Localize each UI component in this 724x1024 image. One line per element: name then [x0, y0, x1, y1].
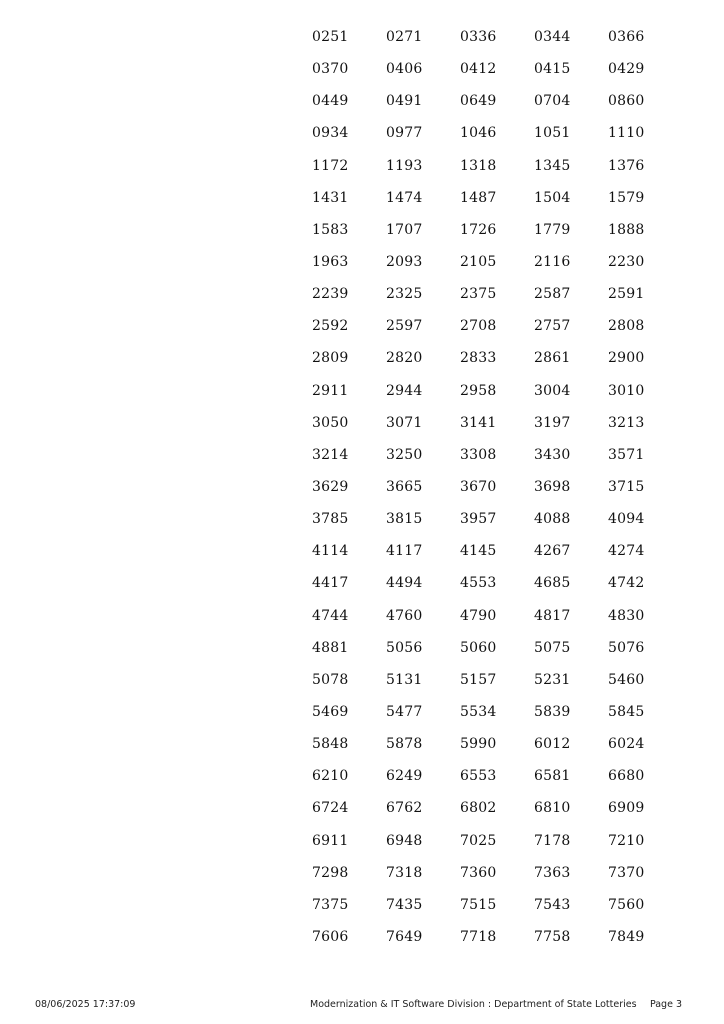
number-cell: 3957 [460, 511, 497, 528]
number-cell: 5848 [312, 736, 349, 753]
number-cell: 3430 [534, 446, 571, 463]
number-cell: 4088 [534, 511, 571, 528]
number-row [312, 90, 682, 122]
number-cell: 1051 [534, 125, 571, 142]
number-row [312, 26, 682, 58]
number-cell: 4094 [608, 511, 645, 528]
number-cell: 6024 [608, 736, 645, 753]
number-cell: 2944 [386, 382, 423, 399]
number-cell: 7363 [534, 864, 571, 881]
number-cell: 6909 [608, 800, 645, 817]
number-cell: 2587 [534, 286, 571, 303]
number-cell: 3071 [386, 414, 423, 431]
number-cell: 4744 [312, 607, 349, 624]
number-cell: 3213 [608, 414, 645, 431]
number-cell: 7360 [460, 864, 497, 881]
number-row [312, 797, 682, 829]
number-row [312, 187, 682, 219]
number-cell: 2239 [312, 286, 349, 303]
number-row [312, 765, 682, 797]
number-cell: 4494 [386, 575, 423, 592]
number-cell: 1888 [608, 221, 645, 238]
number-cell: 4117 [386, 543, 423, 560]
number-cell: 7849 [608, 928, 645, 945]
number-cell: 3698 [534, 478, 571, 495]
number-cell: 0860 [608, 93, 645, 110]
number-cell: 3785 [312, 511, 349, 528]
number-cell: 3197 [534, 414, 571, 431]
number-row [312, 926, 682, 958]
number-cell: 0412 [460, 61, 497, 78]
number-cell: 7718 [460, 928, 497, 945]
number-cell: 5878 [386, 736, 423, 753]
number-row [312, 155, 682, 187]
number-cell: 3629 [312, 478, 349, 495]
number-cell: 2861 [534, 350, 571, 367]
number-cell: 0934 [312, 125, 349, 142]
number-cell: 0704 [534, 93, 571, 110]
number-row [312, 219, 682, 251]
number-row [312, 605, 682, 637]
number-row [312, 58, 682, 90]
number-cell: 5839 [534, 703, 571, 720]
number-row [312, 347, 682, 379]
number-cell: 1963 [312, 253, 349, 270]
number-cell: 1707 [386, 221, 423, 238]
number-cell: 2833 [460, 350, 497, 367]
number-cell: 0415 [534, 61, 571, 78]
number-cell: 7543 [534, 896, 571, 913]
number-cell: 0344 [534, 29, 571, 45]
number-cell: 6553 [460, 768, 497, 785]
number-cell: 7298 [312, 864, 349, 881]
number-cell: 6581 [534, 768, 571, 785]
number-cell: 1583 [312, 221, 349, 238]
number-cell: 3815 [386, 511, 423, 528]
number-row [312, 444, 682, 476]
number-cell: 5231 [534, 671, 571, 688]
number-row [312, 122, 682, 154]
number-cell: 7758 [534, 928, 571, 945]
number-row [312, 315, 682, 347]
number-cell: 3050 [312, 414, 349, 431]
number-cell: 6724 [312, 800, 349, 817]
number-row [312, 572, 682, 604]
number-cell: 4417 [312, 575, 349, 592]
number-cell: 0977 [386, 125, 423, 142]
number-cell: 3250 [386, 446, 423, 463]
number-cell: 4114 [312, 543, 349, 560]
number-cell: 3141 [460, 414, 497, 431]
number-cell: 4790 [460, 607, 497, 624]
number-cell: 7515 [460, 896, 497, 913]
number-cell: 4685 [534, 575, 571, 592]
number-cell: 3214 [312, 446, 349, 463]
number-cell: 0406 [386, 61, 423, 78]
number-cell: 5075 [534, 639, 571, 656]
number-cell: 0366 [608, 29, 645, 45]
number-cell: 2708 [460, 318, 497, 335]
number-cell: 7370 [608, 864, 645, 881]
number-row [312, 380, 682, 412]
number-cell: 7435 [386, 896, 423, 913]
number-cell: 3308 [460, 446, 497, 463]
number-cell: 2597 [386, 318, 423, 335]
number-cell: 1318 [460, 157, 497, 174]
number-row [312, 637, 682, 669]
number-cell: 6249 [386, 768, 423, 785]
number-cell: 1779 [534, 221, 571, 238]
footer-page-number: Page 3 [649, 999, 682, 1010]
number-row [312, 862, 682, 894]
number-cell: 2757 [534, 318, 571, 335]
number-row [312, 412, 682, 444]
number-cell: 0429 [608, 61, 645, 78]
number-cell: 4742 [608, 575, 645, 592]
number-cell: 0449 [312, 93, 349, 110]
number-cell: 0491 [386, 93, 423, 110]
number-cell: 5056 [386, 639, 423, 656]
footer-timestamp: 08/06/2025 17:37:09 [35, 999, 136, 1010]
number-cell: 0649 [460, 93, 497, 110]
number-cell: 2592 [312, 318, 349, 335]
number-cell: 2093 [386, 253, 423, 270]
number-cell: 1487 [460, 189, 497, 206]
number-cell: 2911 [312, 382, 349, 399]
number-cell: 0336 [460, 29, 497, 45]
number-cell: 1345 [534, 157, 571, 174]
number-cell: 5060 [460, 639, 497, 656]
number-cell: 2325 [386, 286, 423, 303]
number-cell: 2591 [608, 286, 645, 303]
number-cell: 2116 [534, 253, 571, 270]
number-cell: 6810 [534, 800, 571, 817]
number-cell: 2808 [608, 318, 645, 335]
number-cell: 5469 [312, 703, 349, 720]
number-cell: 2230 [608, 253, 645, 270]
number-row [312, 540, 682, 572]
number-cell: 7025 [460, 832, 497, 849]
number-row [312, 733, 682, 765]
number-cell: 7318 [386, 864, 423, 881]
number-cell: 4274 [608, 543, 645, 560]
number-cell: 1431 [312, 189, 349, 206]
number-cell: 1504 [534, 189, 571, 206]
number-cell: 0370 [312, 61, 349, 78]
number-cell: 5078 [312, 671, 349, 688]
number-cell: 5076 [608, 639, 645, 656]
number-cell: 6802 [460, 800, 497, 817]
number-cell: 5131 [386, 671, 423, 688]
number-cell: 2375 [460, 286, 497, 303]
number-cell: 2958 [460, 382, 497, 399]
number-cell: 1474 [386, 189, 423, 206]
number-cell: 6012 [534, 736, 571, 753]
number-cell: 5157 [460, 671, 497, 688]
number-cell: 1046 [460, 125, 497, 142]
number-row [312, 830, 682, 862]
number-cell: 6680 [608, 768, 645, 785]
number-cell: 2105 [460, 253, 497, 270]
number-cell: 3665 [386, 478, 423, 495]
number-row [312, 283, 682, 315]
number-cell: 1376 [608, 157, 645, 174]
number-cell: 2820 [386, 350, 423, 367]
number-cell: 5460 [608, 671, 645, 688]
number-cell: 4145 [460, 543, 497, 560]
number-cell: 5845 [608, 703, 645, 720]
number-cell: 2900 [608, 350, 645, 367]
number-cell: 7649 [386, 928, 423, 945]
number-cell: 1172 [312, 157, 349, 174]
number-cell: 4553 [460, 575, 497, 592]
number-cell: 7210 [608, 832, 645, 849]
number-row [312, 476, 682, 508]
number-row [312, 669, 682, 701]
number-cell: 3571 [608, 446, 645, 463]
number-cell: 5990 [460, 736, 497, 753]
number-cell: 2809 [312, 350, 349, 367]
number-row [312, 251, 682, 283]
footer-division: Modernization & IT Software Division : Department of State Lotteries [310, 999, 637, 1010]
number-cell: 6210 [312, 768, 349, 785]
number-cell: 4267 [534, 543, 571, 560]
number-cell: 0251 [312, 29, 349, 45]
number-cell: 6948 [386, 832, 423, 849]
number-cell: 6762 [386, 800, 423, 817]
number-cell: 3715 [608, 478, 645, 495]
number-cell: 1579 [608, 189, 645, 206]
number-cell: 4830 [608, 607, 645, 624]
number-cell: 0271 [386, 29, 423, 45]
number-cell: 5534 [460, 703, 497, 720]
number-cell: 7178 [534, 832, 571, 849]
winning-numbers-grid [312, 26, 682, 958]
number-cell: 1193 [386, 157, 423, 174]
number-row [312, 701, 682, 733]
number-cell: 7375 [312, 896, 349, 913]
number-cell: 7606 [312, 928, 349, 945]
number-cell: 1726 [460, 221, 497, 238]
number-cell: 7560 [608, 896, 645, 913]
number-cell: 4760 [386, 607, 423, 624]
number-cell: 3010 [608, 382, 645, 399]
number-cell: 4817 [534, 607, 571, 624]
number-cell: 1110 [608, 125, 645, 142]
number-cell: 6911 [312, 832, 349, 849]
number-row [312, 508, 682, 540]
number-cell: 3004 [534, 382, 571, 399]
number-cell: 4881 [312, 639, 349, 656]
number-cell: 5477 [386, 703, 423, 720]
number-cell: 3670 [460, 478, 497, 495]
number-row [312, 894, 682, 926]
